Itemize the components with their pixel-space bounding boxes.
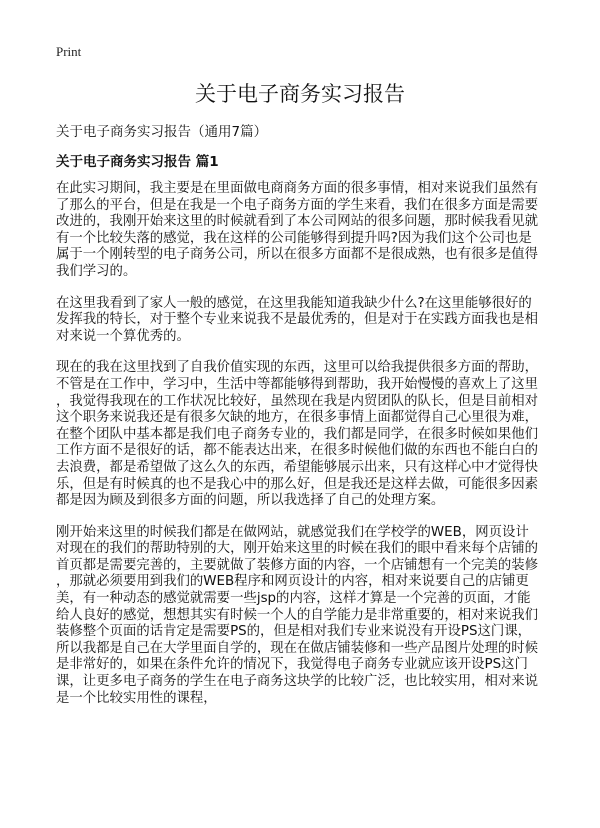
paragraph-line: 这个职务来说我还是有很多欠缺的地方，在很多事情上面都觉得自己心里很为难， [56, 410, 539, 426]
paragraph-line: 装修整个页面的话肯定是需要PS的，但是相对我们专业来说没有开设PS这门课， [56, 624, 532, 640]
paragraph-line: 课，让更多电子商务的学生在电子商务这块学的比较广泛，也比较实用，相对来说 [56, 674, 539, 690]
paragraph-line: 改进的，我刚开始来这里的时候就看到了本公司网站的很多问题，那时候我看见就 [56, 214, 539, 230]
document-body [56, 181, 556, 722]
paragraph-line: 对来说一个算优秀的。 [56, 328, 190, 344]
paragraph-line: 现在的我在这里找到了自我价值实现的东西，这里可以给我提供很多方面的帮助， [56, 360, 539, 376]
paragraph-line: 发挥我的特长，对于整个专业来说我不是最优秀的，但是对于在实践方面我也是相 [56, 312, 539, 328]
paragraph-line: 有一个比较失落的感觉，我在这样的公司能够得到提升吗?因为我们这个公司也是 [56, 230, 532, 246]
paragraph [56, 360, 556, 509]
paragraph [56, 296, 556, 346]
paragraph-line: 我们学习的。 [56, 263, 137, 279]
section-heading: 关于电子商务实习报告 篇1 [56, 154, 219, 170]
paragraph-line: 在此实习期间，我主要是在里面做电商商务方面的很多事情，相对来说我们虽然有 [56, 181, 539, 196]
paragraph-line: 在这里我看到了家人一般的感觉，在这里我能知道我缺少什么?在这里能够很好的 [56, 295, 532, 311]
paragraph [56, 181, 556, 281]
paragraph-line: 给人良好的感觉，想想其实有时候一个人的自学能力是非常重要的，相对来说我们 [56, 607, 539, 623]
document-subtitle: 关于电子商务实习报告（通用7篇） [56, 124, 268, 140]
paragraph-line: 在整个团队中基本都是我们电子商务专业的，我们都是同学，在很多时候如果他们 [56, 426, 539, 442]
paragraph-line: 去浪费，都是希望做了这么久的东西，希望能够展示出来，只有这样心中才觉得快 [56, 459, 539, 475]
paragraph-line: 美，有一种动态的感觉就需要一些jsp的内容，这样才算是一个完善的页面，才能 [56, 591, 531, 607]
paragraph-line: 工作方面不是很好的话，都不能表达出来，在很多时候他们做的东西也不能白白的 [56, 443, 539, 459]
document-title: 关于电子商务实习报告 [195, 82, 405, 106]
paragraph-line: 乐，但是有时候真的也不是我心中的那么好，但是我还是这样去做，可能很多因素 [56, 476, 539, 492]
paragraph-line: 对现在的我们的帮助特别的大，刚开始来这里的时候在我们的眼中看来每个店铺的 [56, 541, 539, 557]
paragraph-line: 都是因为顾及到很多方面的问题，所以我选择了自己的处理方案。 [56, 493, 445, 509]
paragraph-line: 不管是在工作中，学习中，生活中等都能够得到帮助，我开始慢慢的喜欢上了这里 [56, 376, 539, 392]
paragraph-line: 所以我都是自己在大学里面自学的，现在在做店铺装修和一些产品图片处理的时候 [56, 640, 539, 656]
print-link[interactable]: Print [56, 44, 82, 59]
paragraph-line: ，我觉得我现在的工作状况比较好，虽然现在我是内贸团队的队长，但是目前相对 [56, 393, 539, 409]
paragraph-line: ，那就必须要用到我们的WEB程序和网页设计的内容，相对来说要自己的店铺更 [56, 574, 529, 590]
paragraph-line: 是非常好的，如果在条件允许的情况下，我觉得电子商务专业就应该开设PS这门 [56, 657, 528, 673]
paragraph-line: 刚开始来这里的时候我们都是在做网站，就感觉我们在学校学的WEB，网页设计 [56, 524, 529, 540]
paragraph-line: 属于一个刚转型的电子商务公司，所以在很多方面都不是很成熟，也有很多是值得 [56, 247, 539, 263]
paragraph-line: 了那么的平台，但是在我是一个电子商务方面的学生来看，我们在很多方面是需要 [56, 197, 539, 213]
paragraph [56, 525, 556, 708]
paragraph-line: 是一个比较实用性的课程， [56, 690, 217, 706]
paragraph-line: 首页都是需要完善的，主要就做了装修方面的内容，一个店铺想有一个完美的装修 [56, 557, 539, 573]
